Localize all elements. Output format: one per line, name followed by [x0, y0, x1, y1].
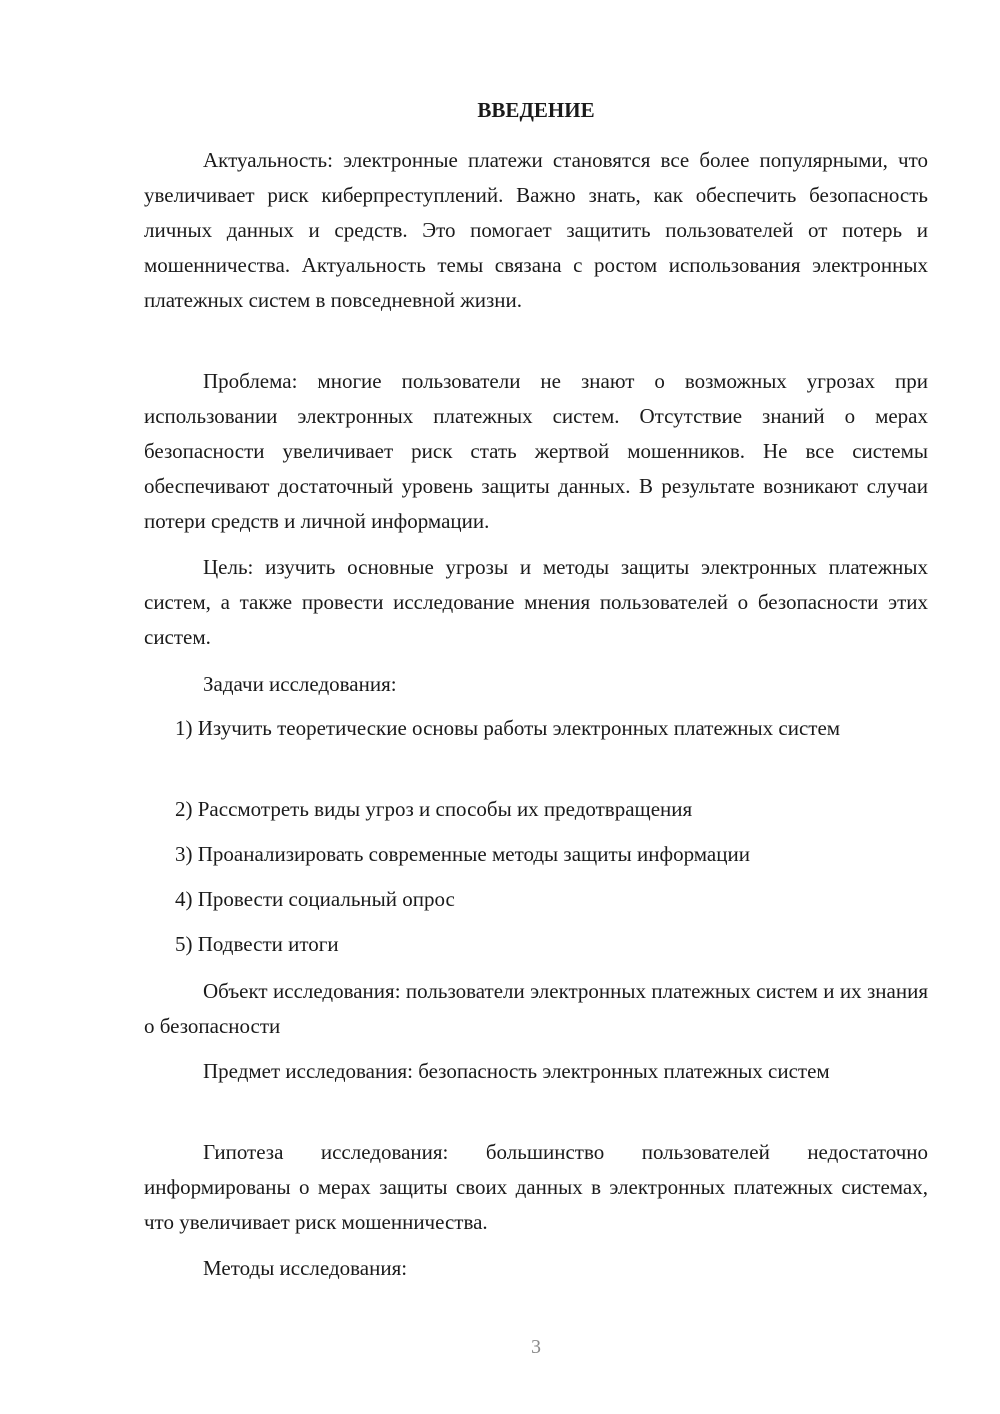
tasks-heading: Задачи исследования:	[203, 672, 397, 696]
list-item-task-1: 1) Изучить теоретические основы работы электронных платежных систем	[175, 716, 841, 740]
paragraph-problem: Проблема: многие пользователи не знают о возможных угрозах при использовании электронных платежных систем. Отсутствие знаний о мерах безопасности увеличивает риск стать жертвой мошенников. Не все системы обеспечивают достаточный уровень защиты данных. В результате возникают случаи потери средств и личной информации.	[144, 369, 928, 533]
list-item-task-5: 5) Подвести итоги	[175, 932, 339, 956]
list-item-task-2: 2) Рассмотреть виды угроз и способы их предотвращения	[175, 797, 693, 821]
list-item-task-3: 3) Проанализировать современные методы защиты информации	[175, 842, 750, 866]
paragraph-subject: Предмет исследования: безопасность электронных платежных систем	[203, 1059, 830, 1083]
paragraph-hypothesis: Гипотеза исследования: большинство пользователей недостаточно информированы о мерах защиты своих данных в электронных платежных системах, что увеличивает риск мошенничества.	[144, 1140, 928, 1234]
list-item-task-4: 4) Провести социальный опрос	[175, 887, 455, 911]
paragraph-goal: Цель: изучить основные угрозы и методы защиты электронных платежных систем, а также провести исследование мнения пользователей о безопасности этих систем.	[144, 555, 928, 649]
paragraph-relevance: Актуальность: электронные платежи становятся все более популярными, что увеличивает риск киберпреступлений. Важно знать, как обеспечить безопасность личных данных и средств. Это помогает защитить пользователей от потерь и мошенничества. Актуальность темы связана с ростом использования электронных платежных систем в повседневной жизни.	[144, 148, 928, 312]
page-title: ВВЕДЕНИЕ	[477, 98, 595, 122]
methods-heading: Методы исследования:	[203, 1256, 408, 1280]
paragraph-object: Объект исследования: пользователи электронных платежных систем и их знания о безопасности	[144, 979, 928, 1038]
page-number: 3	[531, 1336, 541, 1358]
